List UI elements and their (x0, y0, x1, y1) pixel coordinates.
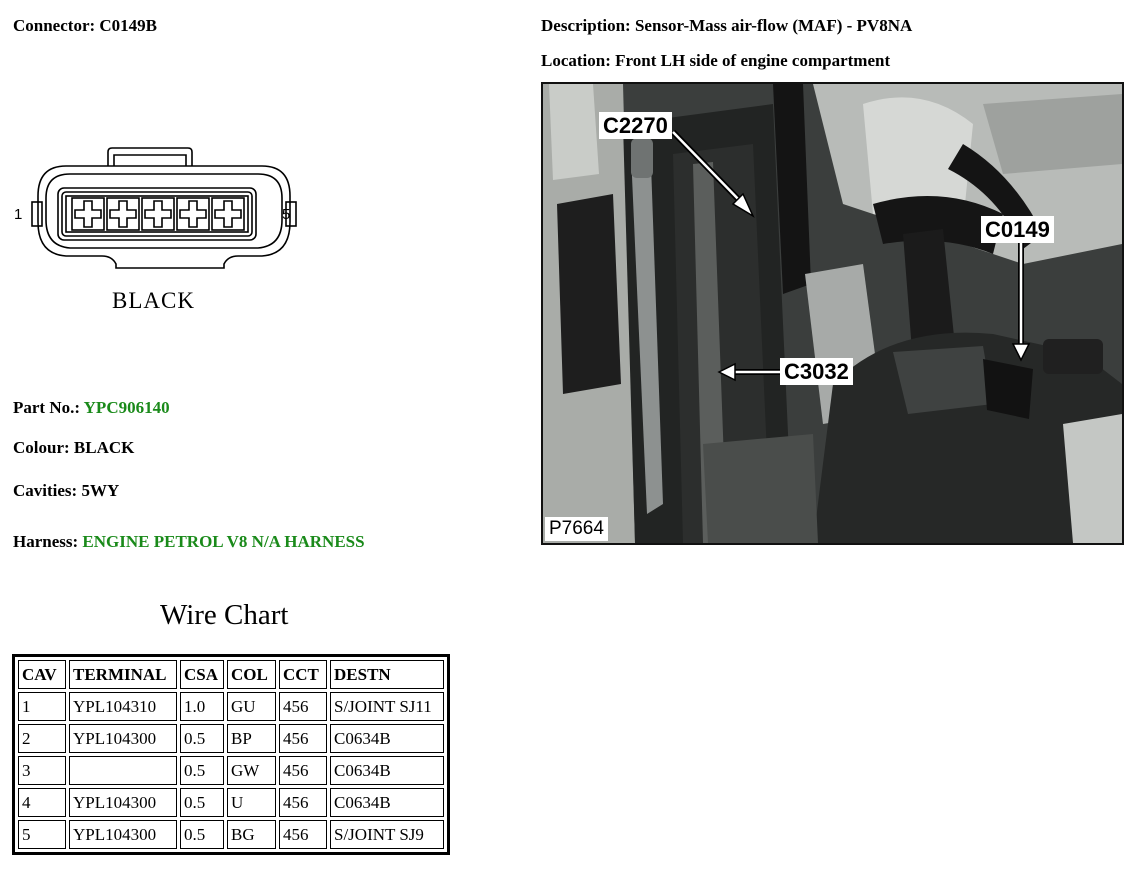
cell-cct: 456 (279, 820, 327, 849)
cavities-value: 5WY (81, 481, 120, 500)
cavity-1 (75, 201, 101, 227)
harness-field (13, 532, 365, 552)
header-cct: CCT (279, 660, 327, 689)
cell-col: BP (227, 724, 276, 753)
cell-csa: 0.5 (180, 820, 224, 849)
part-number-link[interactable]: YPC906140 (83, 398, 170, 417)
cell-terminal: YPL104300 (69, 820, 177, 849)
cell-destn: C0634B (330, 756, 444, 785)
description-value: Sensor-Mass air-flow (MAF) - PV8NA (634, 16, 913, 35)
cell-csa: 1.0 (180, 692, 224, 721)
connector-color-caption: BLACK (112, 288, 195, 313)
cavity-frame-2 (107, 198, 139, 230)
cell-destn: C0634B (330, 788, 444, 817)
cell-terminal: YPL104310 (69, 692, 177, 721)
wire-chart-title: Wire Chart (160, 599, 289, 631)
cell-destn: C0634B (330, 724, 444, 753)
pin-first-label: 1 (14, 206, 23, 223)
header-csa: CSA (180, 660, 224, 689)
cell-cct: 456 (279, 692, 327, 721)
table-row (18, 788, 444, 817)
connector-face-diagram (28, 146, 300, 272)
connector-value: C0149B (99, 16, 158, 35)
cell-col: GU (227, 692, 276, 721)
cavity-frame-3 (142, 198, 174, 230)
table-row (18, 820, 444, 849)
cell-col: BG (227, 820, 276, 849)
cavity-frame-4 (177, 198, 209, 230)
cell-terminal (69, 756, 177, 785)
cell-destn: S/JOINT SJ9 (330, 820, 444, 849)
table-row (18, 724, 444, 753)
cell-cav: 3 (18, 756, 66, 785)
header-col: COL (227, 660, 276, 689)
location-value: Front LH side of engine compartment (615, 51, 891, 70)
callout-c3032: C3032 (780, 358, 853, 385)
photo-id-label: P7664 (545, 517, 608, 541)
connector-label: Connector: (13, 16, 96, 35)
pin-last-label: 5 (282, 206, 291, 223)
cell-cct: 456 (279, 724, 327, 753)
part-number-field (13, 398, 170, 418)
part-number-label: Part No.: (13, 398, 81, 417)
cell-csa: 0.5 (180, 788, 224, 817)
location-label: Location: (541, 51, 611, 70)
table-row (18, 756, 444, 785)
wire-chart-header-row (18, 660, 444, 689)
harness-label: Harness: (13, 532, 79, 551)
callout-c2270: C2270 (599, 112, 672, 139)
callout-c0149: C0149 (981, 216, 1054, 243)
cell-csa: 0.5 (180, 756, 224, 785)
colour-label: Colour: (13, 438, 70, 457)
location-field (541, 51, 890, 71)
engine-photo-illustration (543, 84, 1122, 543)
cavity-3 (145, 201, 171, 227)
cell-terminal: YPL104300 (69, 724, 177, 753)
cell-cav: 2 (18, 724, 66, 753)
cell-col: GW (227, 756, 276, 785)
colour-field (13, 438, 134, 458)
cell-cct: 456 (279, 788, 327, 817)
cell-csa: 0.5 (180, 724, 224, 753)
header-destn: DESTN (330, 660, 444, 689)
header-cav: CAV (18, 660, 66, 689)
header-terminal: TERMINAL (69, 660, 177, 689)
colour-value: BLACK (73, 438, 135, 457)
table-row (18, 692, 444, 721)
cell-terminal: YPL104300 (69, 788, 177, 817)
cell-destn: S/JOINT SJ11 (330, 692, 444, 721)
cell-cav: 4 (18, 788, 66, 817)
cavities-field (13, 481, 119, 501)
cavity-2 (110, 201, 136, 227)
connector-field (13, 16, 157, 36)
description-field (541, 16, 912, 36)
cell-cct: 456 (279, 756, 327, 785)
description-label: Description: (541, 16, 631, 35)
cavity-frame-1 (72, 198, 104, 230)
cavity-4 (180, 201, 206, 227)
harness-link[interactable]: ENGINE PETROL V8 N/A HARNESS (82, 532, 365, 551)
cavity-5 (215, 201, 241, 227)
wire-chart-table (12, 654, 450, 855)
cell-cav: 1 (18, 692, 66, 721)
cavity-frame-5 (212, 198, 244, 230)
cavities-label: Cavities: (13, 481, 78, 500)
cell-col: U (227, 788, 276, 817)
engine-compartment-photo (541, 82, 1124, 545)
cell-cav: 5 (18, 820, 66, 849)
